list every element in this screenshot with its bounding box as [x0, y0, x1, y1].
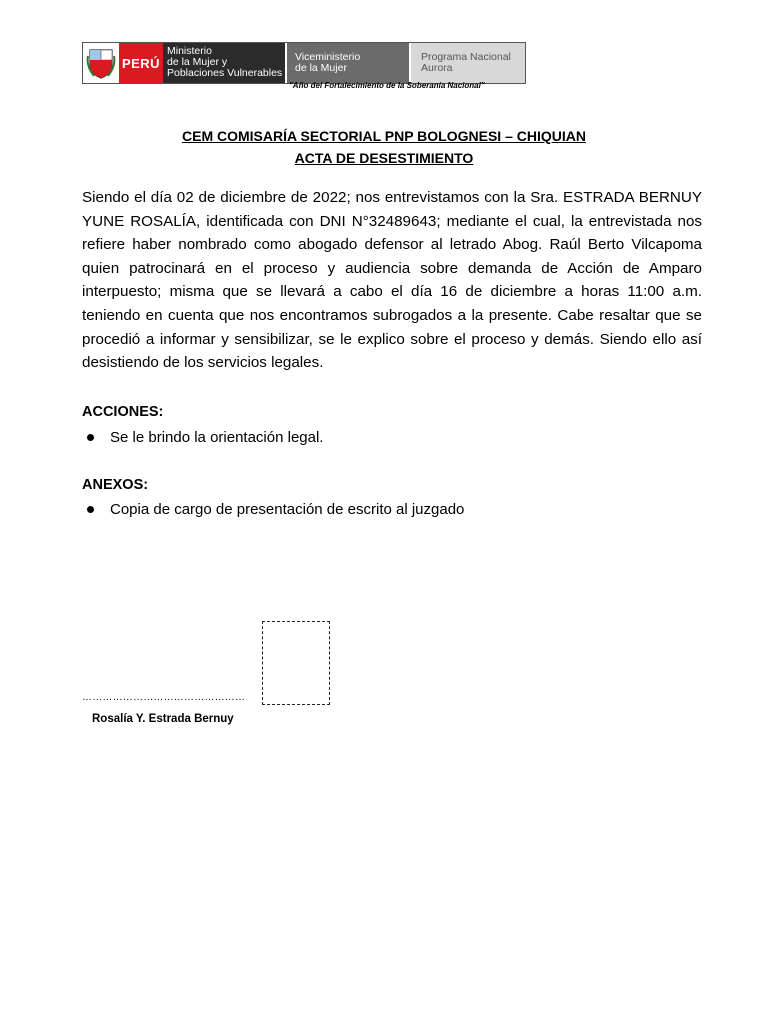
acciones-item-text: Se le brindo la orientación legal. [110, 429, 324, 446]
peru-label: PERÚ [119, 43, 163, 83]
anexos-heading: ANEXOS: [82, 477, 149, 493]
body-paragraph: Siendo el día 02 de diciembre de 2022; nos entrevistamos con la Sra. ESTRADA BERNUY YUNE ROSALÍA, identificada con DNI N°32489643; mediante el cual, la entrevistada nos refiere haber nombrado como abogado defensor al letrado Abog. Raúl Berto Vilcapoma quien patrocinará en el proceso y audiencia sobre demanda de Acción de Amparo interpuesto; misma que se llevará a cabo el día 16 de diciembre a horas 11:00 a.m. teniendo en cuenta que nos encontramos subrogados a la presente. Cabe resaltar que se procedió a informar y sensibilizar, se le explico sobre el proceso y demás. Siendo ello así desistiendo de los servicios legales. [82, 189, 702, 372]
document-subtitle: ACTA DE DESESTIMIENTO [294, 150, 474, 166]
program-name [409, 43, 525, 83]
acciones-heading: ACCIONES: [82, 404, 164, 420]
list-item [82, 429, 323, 446]
viceministry-name [285, 43, 409, 83]
signature-line: ………………………………………… [82, 692, 246, 703]
vice-line-1: Viceministerio [295, 51, 361, 63]
fingerprint-box [262, 621, 330, 705]
header-banner [82, 42, 526, 84]
ministry-line-2: de la Mujer y [167, 56, 228, 68]
signer-name: Rosalía Y. Estrada Bernuy [92, 713, 234, 725]
coat-of-arms-icon [83, 43, 119, 83]
document-title: CEM COMISARÍA SECTORIAL PNP BOLOGNESI – CHIQUIAN [182, 128, 586, 144]
anexos-item-text: Copia de cargo de presentación de escrito al juzgado [110, 501, 465, 518]
ministry-name [163, 43, 285, 83]
bullet-icon [87, 434, 94, 441]
year-motto: "Año del Fortalecimiento de la Soberanía Nacional" [289, 81, 485, 90]
ministry-line-1: Ministerio [167, 45, 212, 57]
program-line-2: Aurora [421, 62, 453, 74]
bullet-icon [87, 506, 94, 513]
ministry-line-3: Poblaciones Vulnerables [167, 67, 283, 79]
list-item [82, 501, 464, 518]
program-line-1: Programa Nacional [421, 51, 511, 63]
vice-line-2: de la Mujer [295, 62, 347, 74]
